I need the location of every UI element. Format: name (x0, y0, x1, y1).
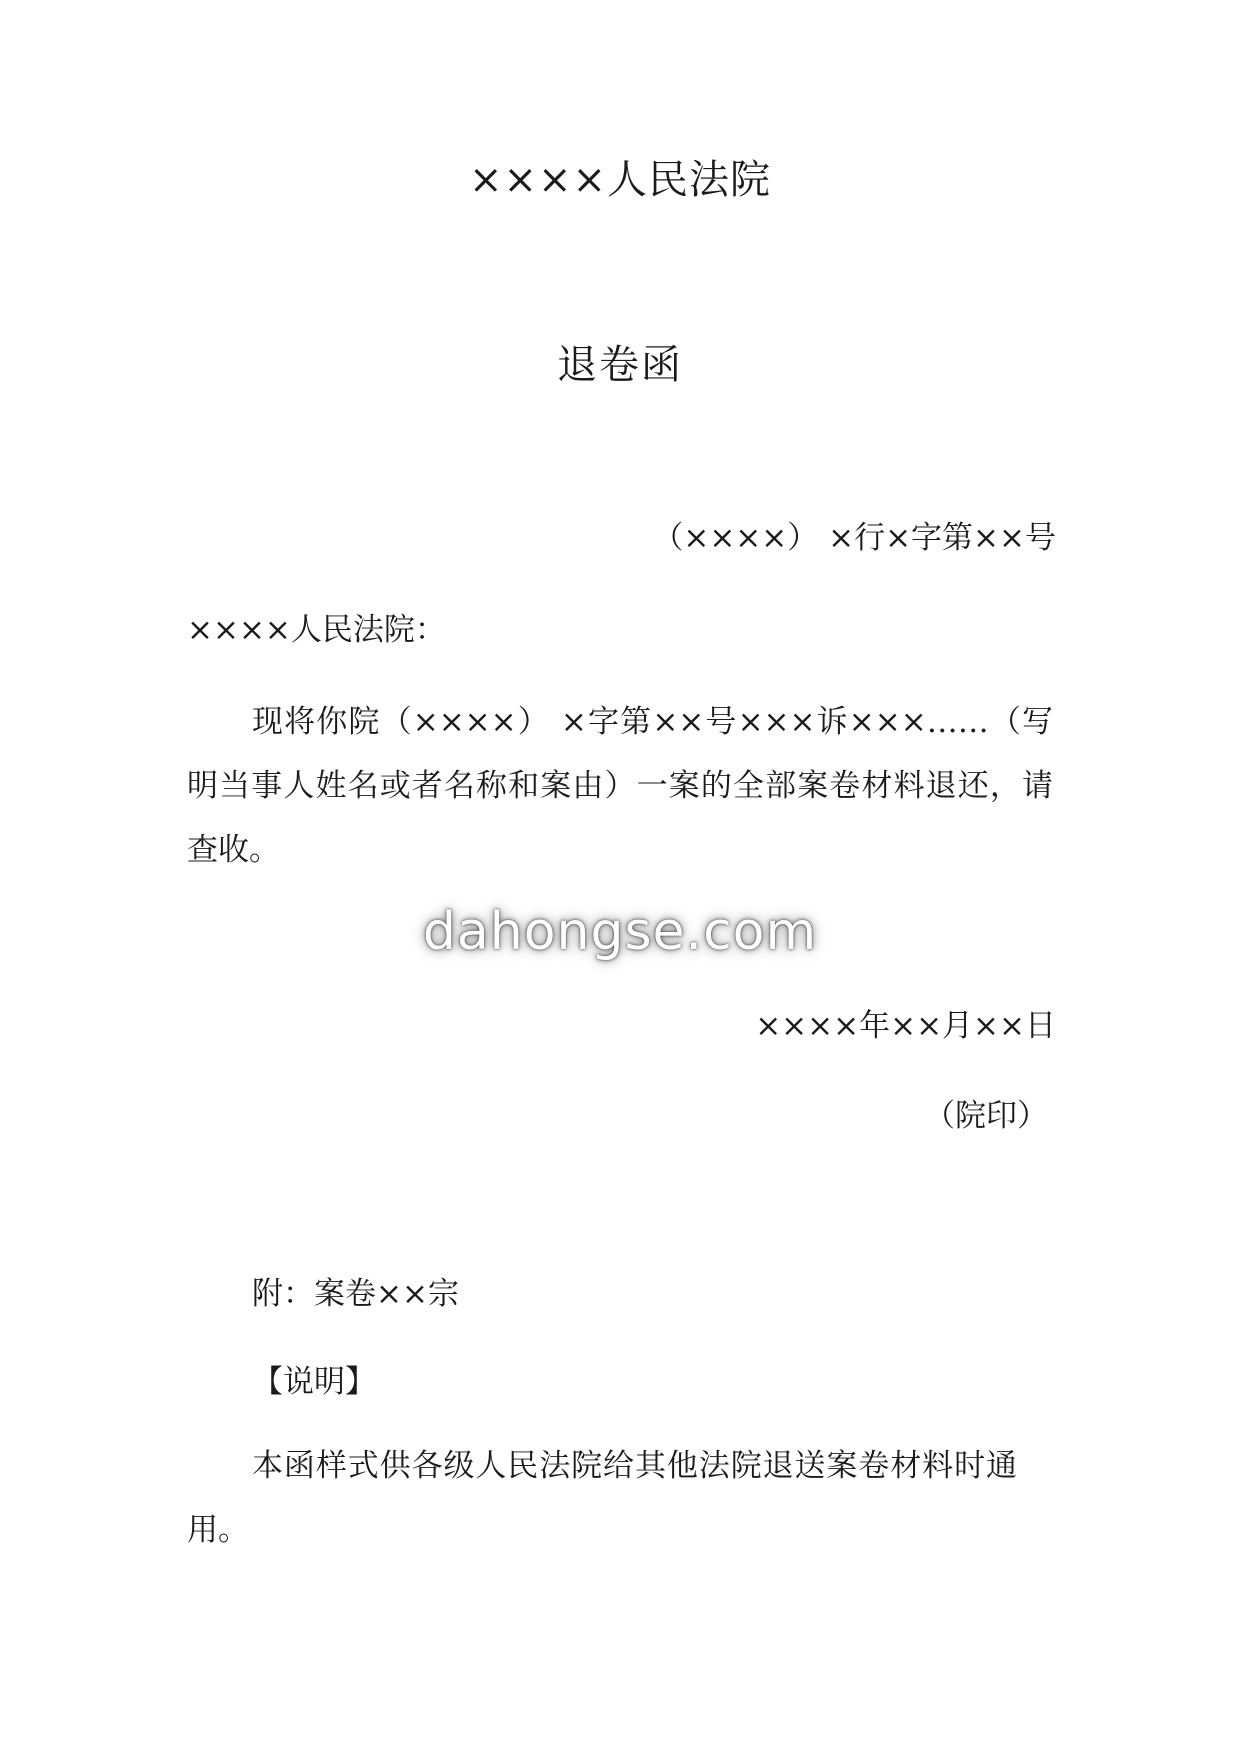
court-title: ××××人民法院 (468, 157, 772, 203)
issue-date: ××××年××月××日 (755, 1008, 1056, 1044)
court-seal: （院印） (924, 1098, 1048, 1134)
watermark: dahongse.com (422, 902, 818, 962)
document-title: 退卷函 (557, 342, 683, 388)
addressee: ××××人民法院： (187, 612, 446, 648)
note-heading: 【说明】 (252, 1364, 376, 1400)
case-number: （××××） ×行×字第××号 (652, 520, 1056, 556)
body-paragraph: 现将你院（××××） ×字第××号×××诉×××……（写明当事人姓名或者名称和案由）一案的全部案卷材料退还，请查收。 (187, 704, 1053, 868)
attachment-line: 附：案卷××宗 (252, 1276, 459, 1312)
note-body: 本函样式供各级人民法院给其他法院退送案卷材料时通用。 (187, 1448, 1017, 1548)
